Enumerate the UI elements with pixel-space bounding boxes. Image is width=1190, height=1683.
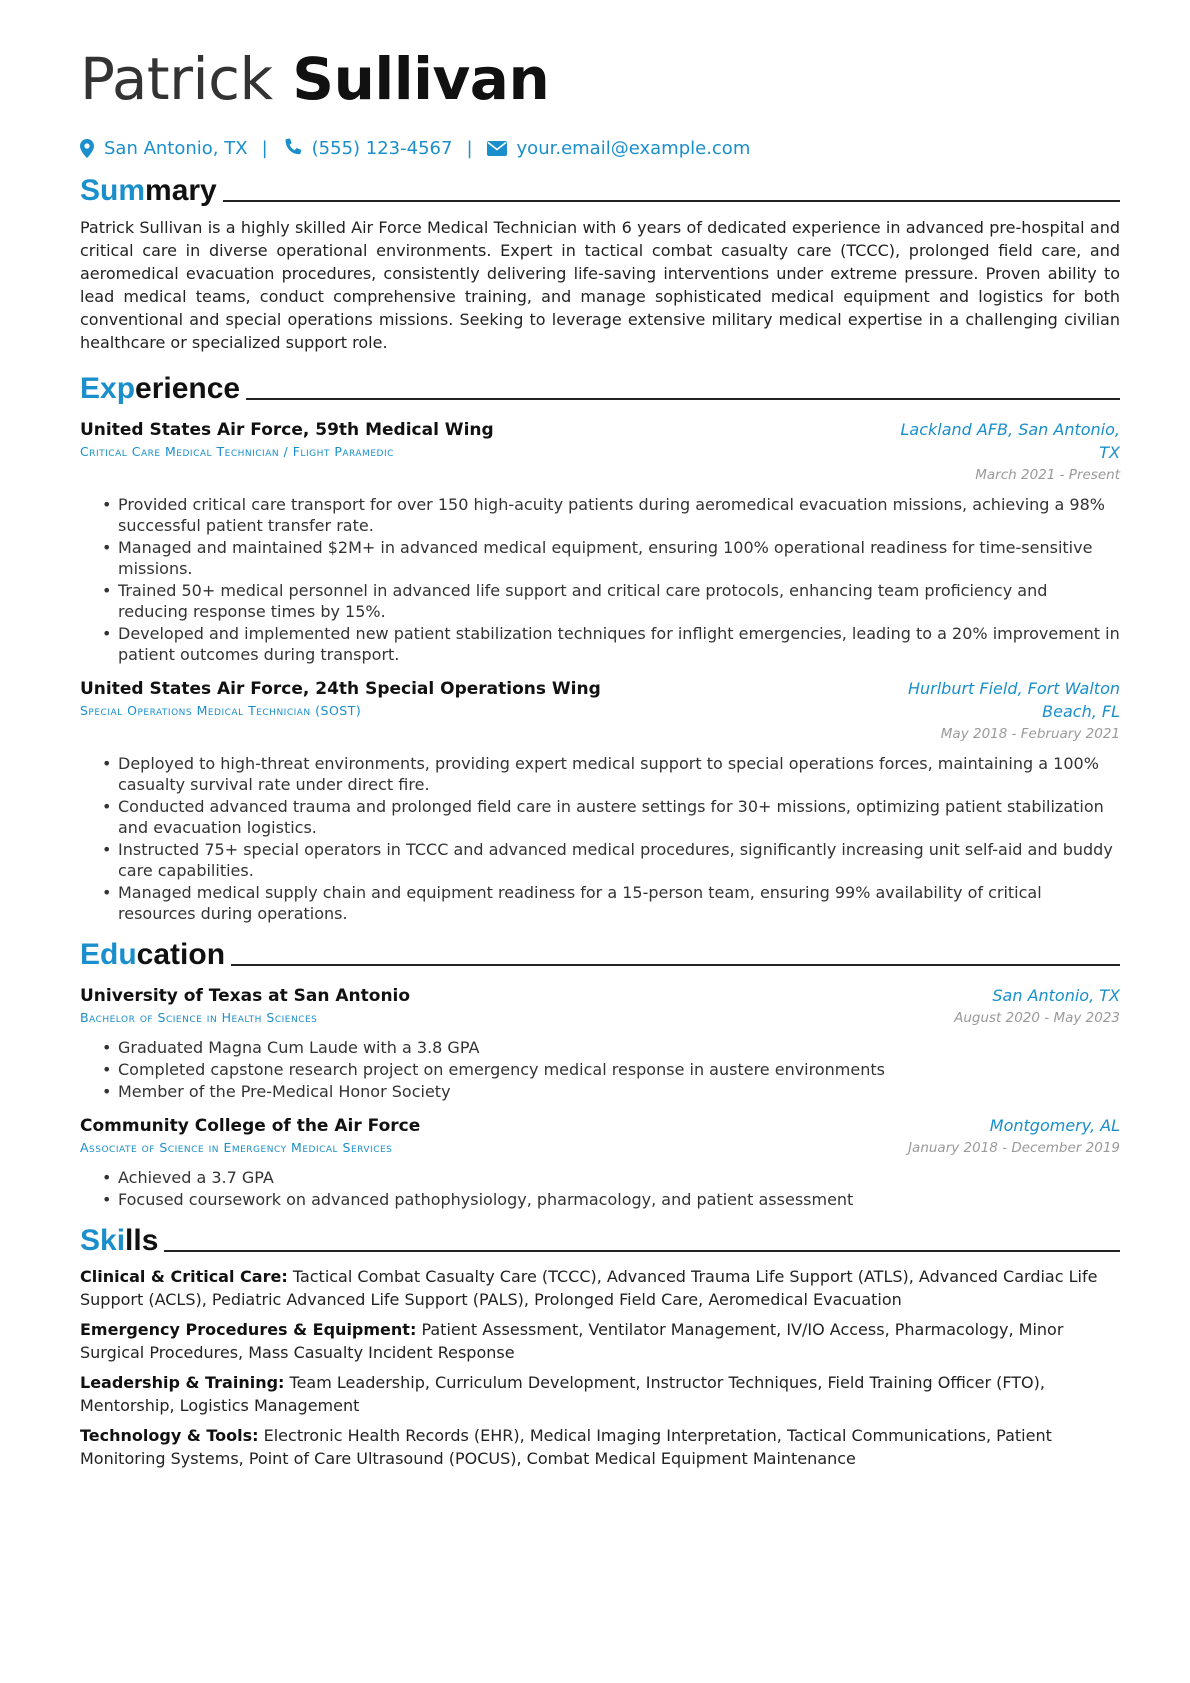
summary-section-header	[80, 170, 1120, 208]
achievement-item: • Deployed to high-threat environments, providing expert medical support to special operations forces, maintaining a 100% casualty survival rate under direct fire.	[118, 753, 1120, 795]
achievement-item: • Developed and implemented new patient stabilization techniques for inflight emergencies, leading to a 20% improvement in patient outcomes during transport.	[118, 623, 1120, 665]
achievement-item: • Provided critical care transport for over 150 high-acuity patients during aeromedical evacuation missions, achieving a 98% successful patient transfer rate.	[118, 494, 1120, 536]
experience-entry	[80, 677, 1120, 924]
job-title: Critical Care Medical Technician / Flight Paramedic	[80, 444, 394, 459]
skill-category: Emergency Procedures & Equipment:	[80, 1320, 417, 1339]
school-name: Community College of the Air Force	[80, 1116, 421, 1136]
school-dates: January 2018 - December 2019	[908, 1140, 1120, 1156]
education-detail-item: • Member of the Pre-Medical Honor Society	[118, 1081, 1120, 1102]
school-name: University of Texas at San Antonio	[80, 986, 411, 1006]
candidate-name	[80, 40, 1120, 118]
contact-location	[80, 138, 248, 159]
degree-name: Associate of Science in Emergency Medical Services	[80, 1140, 393, 1155]
skill-items: Team Leadership, Curriculum Development, Instructor Techniques, Field Training Officer (FTO), Mentorship, Logistics Management	[80, 1373, 1045, 1415]
skill-group	[80, 1318, 1120, 1364]
achievement-list	[80, 494, 1120, 665]
contact-separator: |	[261, 137, 268, 159]
section-divider	[231, 964, 1120, 966]
school-dates: August 2020 - May 2023	[954, 1010, 1120, 1026]
education-detail-item: • Achieved a 3.7 GPA	[118, 1167, 1120, 1188]
experience-section-header	[80, 368, 1120, 406]
skill-group	[80, 1265, 1120, 1311]
contact-phone	[282, 138, 453, 159]
map-pin-icon	[80, 139, 94, 158]
skill-group	[80, 1424, 1120, 1470]
skill-items: Tactical Combat Casualty Care (TCCC), Advanced Trauma Life Support (ATLS), Advanced Cardiac Life Support (ACLS), Pediatric Advanced Life Support (PALS), Prolonged Field Care, Aeromedical Evacuation	[80, 1267, 1098, 1309]
section-title: Education	[80, 938, 226, 971]
education-detail-list	[80, 1037, 1120, 1102]
school-location: San Antonio, TX	[992, 986, 1120, 1005]
summary-text: Patrick Sullivan is a highly skilled Air Force Medical Technician with 6 years of dedicated experience in advanced pre-hospital and critical care in diverse operational environments. Expert in tactical combat casualty care (TCCC), prolonged field care, and aeromedical evacuation procedures, consistently delivering life-saving interventions under extreme pressure. Proven ability to lead medical teams, conduct comprehensive training, and manage sophisticated medical equipment and logistics for both conventional and special operations missions. Seeking to leverage extensive military medical expertise in a challenging civilian healthcare or specialized support role.	[80, 218, 1120, 352]
experience-entry	[80, 418, 1120, 665]
contact-email[interactable]	[487, 138, 751, 159]
contact-separator: |	[466, 137, 473, 159]
job-dates: March 2021 - Present	[975, 467, 1120, 483]
phone-icon	[282, 138, 302, 158]
education-entry	[80, 1114, 1120, 1210]
skill-category: Technology & Tools:	[80, 1426, 259, 1445]
section-divider	[223, 200, 1120, 202]
skill-category: Leadership & Training:	[80, 1373, 285, 1392]
school-location: Montgomery, AL	[989, 1116, 1120, 1135]
section-divider	[246, 398, 1120, 400]
skills-section-header	[80, 1220, 1120, 1258]
employer-name: United States Air Force, 59th Medical Wing	[80, 420, 494, 440]
achievement-item: • Instructed 75+ special operators in TCCC and advanced medical procedures, significantly increasing unit self-aid and buddy care capabilities.	[118, 839, 1120, 881]
skill-group	[80, 1371, 1120, 1417]
section-title: Summary	[80, 174, 217, 207]
section-title: Skills	[80, 1224, 159, 1257]
education-entry	[80, 984, 1120, 1102]
achievement-item: • Conducted advanced trauma and prolonged field care in austere settings for 30+ missions, optimizing patient stabilization and evacuation logistics.	[118, 796, 1120, 838]
section-divider	[164, 1250, 1120, 1252]
job-location: Lackland AFB, San Antonio, TX	[900, 420, 1120, 462]
location-text: San Antonio, TX	[104, 137, 248, 159]
section-title: Experience	[80, 372, 241, 405]
job-dates: May 2018 - February 2021	[940, 726, 1120, 742]
envelope-icon	[487, 141, 507, 156]
phone-text: (555) 123-4567	[311, 137, 453, 159]
first-name: Patrick	[80, 45, 273, 113]
skill-items: Electronic Health Records (EHR), Medical Imaging Interpretation, Tactical Communications, Patient Monitoring Systems, Point of Care Ultrasound (POCUS), Combat Medical Equipment Maintenance	[80, 1426, 1052, 1468]
employer-name: United States Air Force, 24th Special Operations Wing	[80, 679, 601, 699]
education-detail-item: • Focused coursework on advanced pathophysiology, pharmacology, and patient assessment	[118, 1189, 1120, 1210]
education-detail-list	[80, 1167, 1120, 1210]
job-location: Hurlburt Field, Fort Walton Beach, FL	[907, 679, 1120, 721]
degree-name: Bachelor of Science in Health Sciences	[80, 1010, 318, 1025]
achievement-item: • Managed medical supply chain and equipment readiness for a 15-person team, ensuring 99% availability of critical resources during operations.	[118, 882, 1120, 924]
contact-bar	[80, 134, 1120, 162]
education-detail-item: • Graduated Magna Cum Laude with a 3.8 GPA	[118, 1037, 1120, 1058]
email-link[interactable]: your.email@example.com	[516, 137, 751, 159]
job-title: Special Operations Medical Technician (SOST)	[80, 703, 362, 718]
education-detail-item: • Completed capstone research project on emergency medical response in austere environments	[118, 1059, 1120, 1080]
skill-items: Patient Assessment, Ventilator Management, IV/IO Access, Pharmacology, Minor Surgical Procedures, Mass Casualty Incident Response	[80, 1320, 1064, 1362]
achievement-item: • Managed and maintained $2M+ in advanced medical equipment, ensuring 100% operational readiness for time-sensitive missions.	[118, 537, 1120, 579]
achievement-list	[80, 753, 1120, 924]
resume-page	[80, 40, 1120, 1470]
achievement-item: • Trained 50+ medical personnel in advanced life support and critical care protocols, enhancing team proficiency and reducing response times by 15%.	[118, 580, 1120, 622]
last-name: Sullivan	[292, 45, 550, 113]
skill-category: Clinical & Critical Care:	[80, 1267, 288, 1286]
education-section-header	[80, 934, 1120, 972]
